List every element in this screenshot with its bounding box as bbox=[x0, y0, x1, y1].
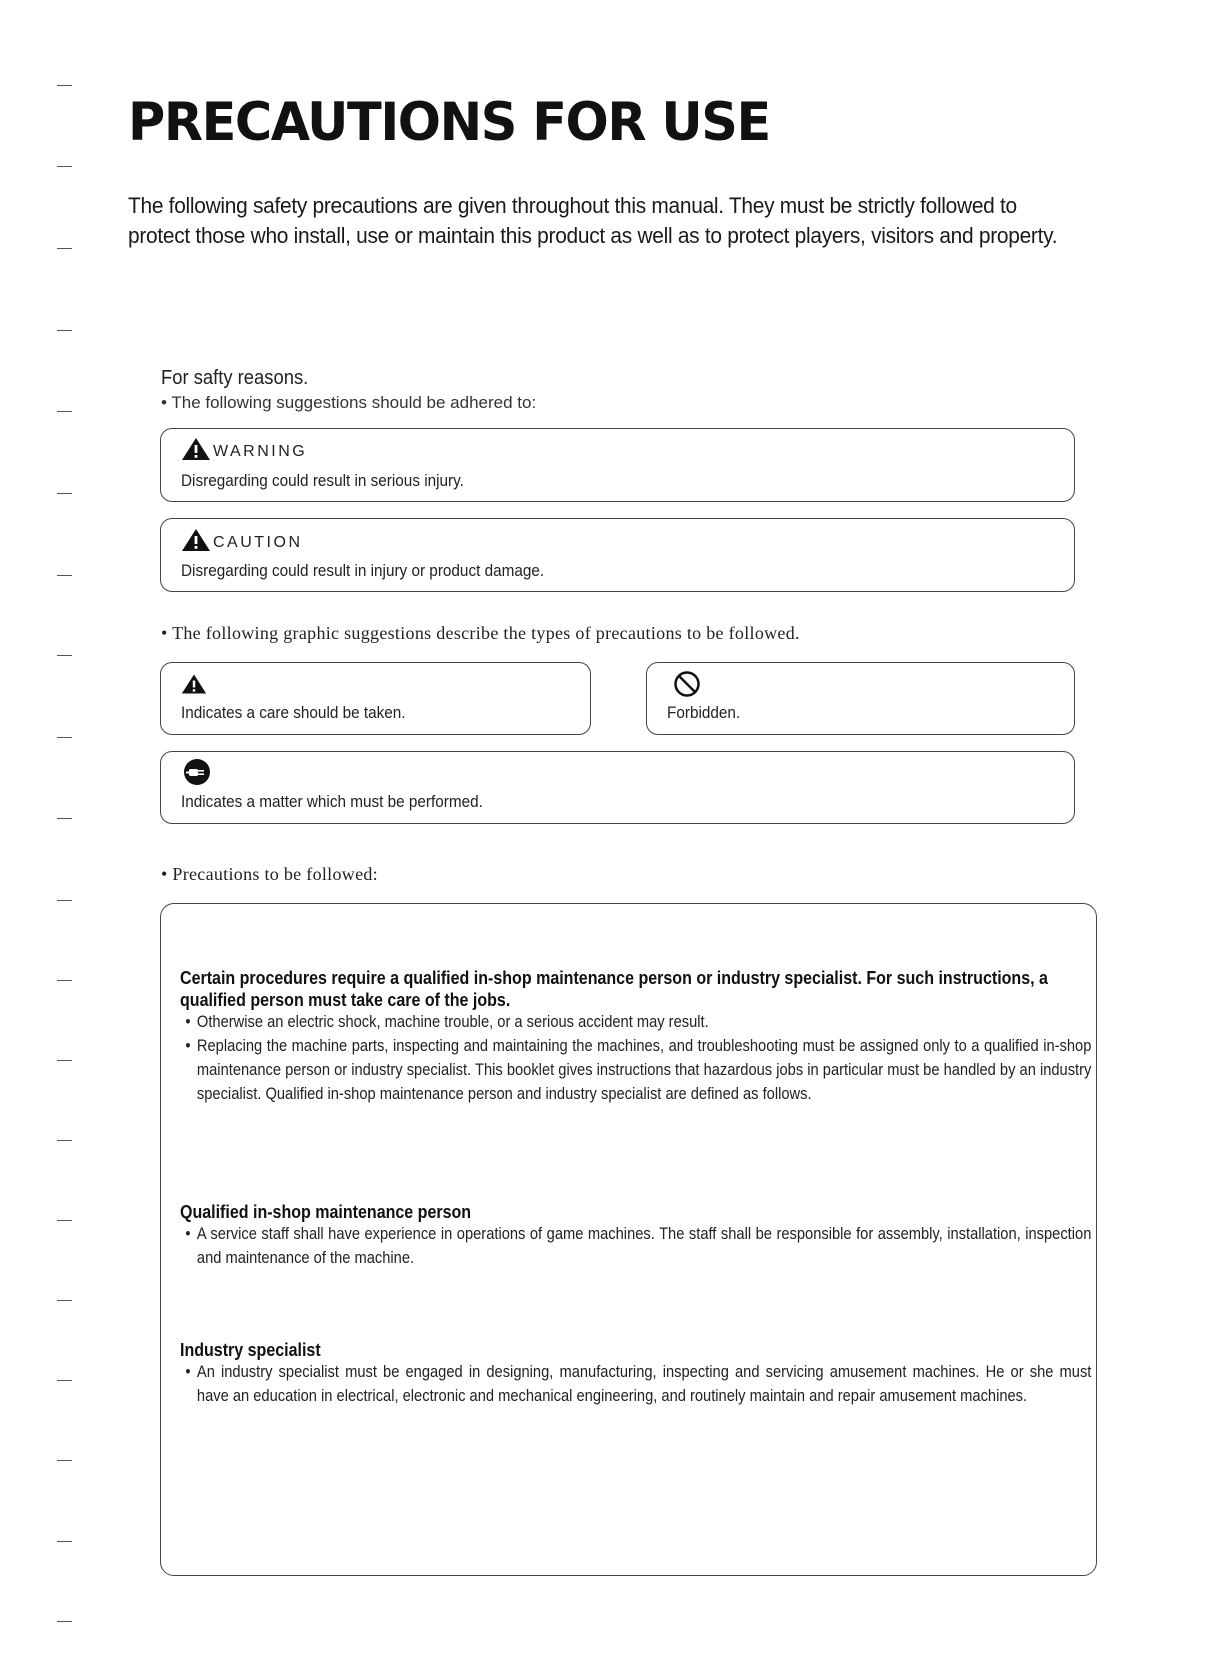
margin-mark bbox=[57, 1460, 72, 1461]
caution-description: Disregarding could result in injury or product damage. bbox=[181, 561, 545, 580]
suggestions-intro: • The following suggestions should be adhered to: bbox=[161, 393, 537, 412]
intro-paragraph: The following safety precautions are given throughout this manual. They must be strictly followed to protect those who install, use or maintain this product as well as to protect players, visitors and property. bbox=[128, 193, 1058, 248]
margin-mark bbox=[57, 85, 72, 86]
inshop-list bbox=[180, 1222, 1204, 1270]
caution-label: CAUTION bbox=[213, 534, 303, 551]
caution-box bbox=[160, 518, 1075, 592]
caution-triangle-icon bbox=[181, 528, 211, 552]
margin-mark bbox=[57, 980, 72, 981]
care-description: Indicates a care should be taken. bbox=[181, 703, 406, 722]
specialist-heading: Industry specialist bbox=[180, 1340, 321, 1360]
margin-mark bbox=[57, 411, 72, 412]
margin-mark bbox=[57, 737, 72, 738]
margin-mark bbox=[57, 1220, 72, 1221]
margin-mark bbox=[57, 1621, 72, 1622]
precautions-intro: • Precautions to be followed: bbox=[161, 864, 378, 884]
margin-mark bbox=[57, 330, 72, 331]
margin-mark bbox=[57, 1541, 72, 1542]
specialist-list bbox=[180, 1360, 1204, 1408]
margin-mark bbox=[57, 248, 72, 249]
margin-mark bbox=[57, 900, 72, 901]
warning-triangle-icon bbox=[181, 437, 211, 461]
prohibition-icon bbox=[673, 670, 701, 698]
perform-description: Indicates a matter which must be performed. bbox=[181, 792, 483, 811]
margin-mark bbox=[57, 1140, 72, 1141]
warning-triangle-icon bbox=[181, 672, 207, 696]
unplug-mandatory-icon bbox=[183, 758, 211, 786]
page-title: PRECAUTIONS FOR USE bbox=[128, 92, 770, 153]
perform-box bbox=[160, 751, 1075, 824]
warning-box bbox=[160, 428, 1075, 502]
qualified-list bbox=[180, 1010, 1204, 1106]
margin-mark bbox=[57, 1300, 72, 1301]
graphic-suggestions-intro: • The following graphic suggestions describe the types of precautions to be followed. bbox=[161, 623, 800, 643]
margin-mark bbox=[57, 818, 72, 819]
margin-mark bbox=[57, 493, 72, 494]
warning-description: Disregarding could result in serious injury. bbox=[181, 471, 464, 490]
margin-mark bbox=[57, 166, 72, 167]
care-box bbox=[160, 662, 591, 735]
margin-mark bbox=[57, 1060, 72, 1061]
list-item: • Replacing the machine parts, inspecting and maintaining the machines, and troubleshooting must be assigned only to a qualified in-shop maintenance person or industry specialist. This booklet gives instructions that hazardous jobs in particular must be handled by an industry specialist. Qualified in-shop maintenance person and industry specialist are defined as follows. bbox=[180, 1034, 1091, 1106]
forbidden-description: Forbidden. bbox=[667, 703, 741, 722]
safety-reasons-text: For safty reasons. bbox=[161, 367, 309, 389]
margin-mark bbox=[57, 575, 72, 576]
list-item: • An industry specialist must be engaged in designing, manufacturing, inspecting and servicing amusement machines. He or she must have an education in electrical, electronic and mechanical engineering, and routinely maintain and repair amusement machines. bbox=[180, 1360, 1091, 1408]
list-item: • A service staff shall have experience in operations of game machines. The staff shall be responsible for assembly, installation, inspection and maintenance of the machine. bbox=[180, 1222, 1091, 1270]
inshop-heading: Qualified in-shop maintenance person bbox=[180, 1202, 472, 1222]
precautions-box bbox=[160, 903, 1097, 1576]
margin-mark bbox=[57, 1380, 72, 1381]
warning-label: WARNING bbox=[213, 443, 308, 460]
qualified-heading: Certain procedures require a qualified in-shop maintenance person or industry specialist. For such instructions, a qualified person must take care of the jobs. bbox=[180, 968, 1048, 1010]
margin-mark bbox=[57, 655, 72, 656]
list-item: • Otherwise an electric shock, machine trouble, or a serious accident may result. bbox=[180, 1010, 1091, 1034]
forbidden-box bbox=[646, 662, 1075, 735]
